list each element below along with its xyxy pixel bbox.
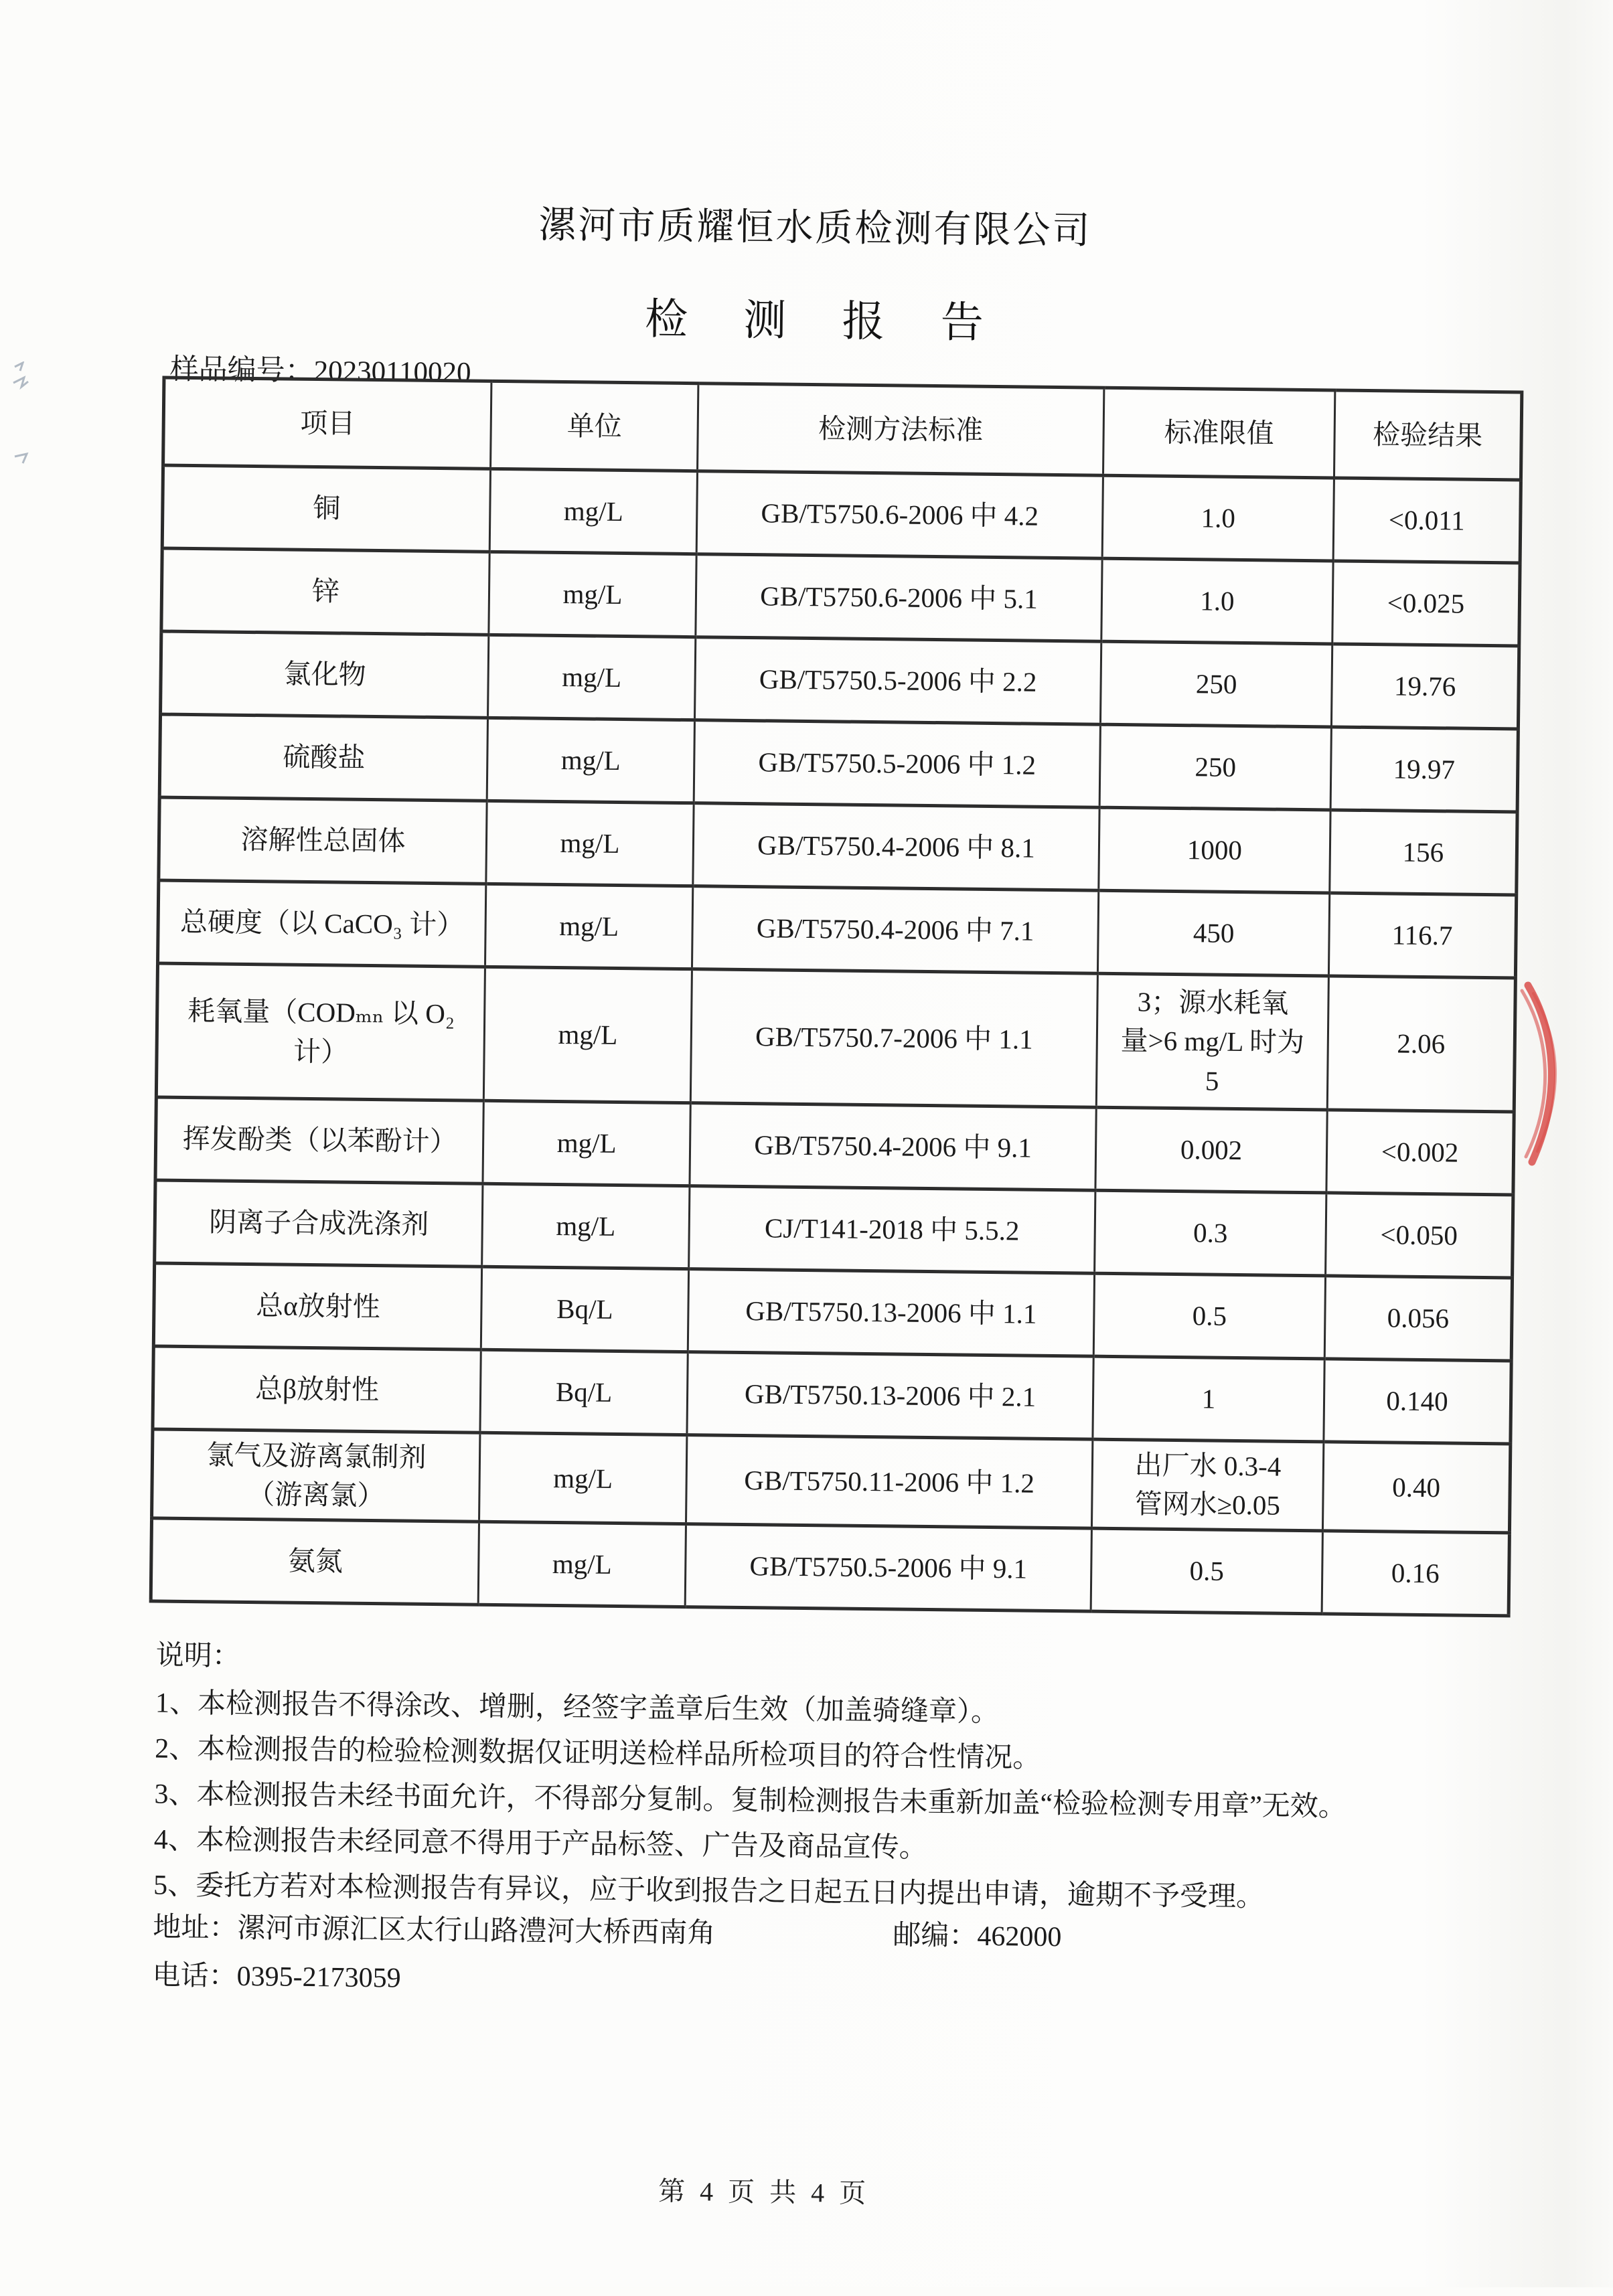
notes-heading: 说明： [155,1640,241,1672]
cell-result: <0.050 [1326,1193,1513,1278]
cell-limit: 1.0 [1101,558,1333,644]
cell-unit: Bq/L [481,1266,688,1351]
results-table [149,376,1524,1618]
cell-unit: mg/L [489,552,696,637]
cell-item: 总硬度（以 CaCO₃ 计） [158,880,486,967]
phone-text: 电话：0395-2173059 [152,1960,401,1994]
cell-unit: mg/L [478,1522,686,1607]
table-row [159,714,1518,812]
cell-method: GB/T5750.4-2006 中 7.1 [692,886,1098,974]
header-result: 检验结果 [1334,390,1521,480]
cell-unit: mg/L [479,1432,687,1524]
cell-unit: mg/L [485,884,692,969]
cell-method: GB/T5750.5-2006 中 9.1 [685,1524,1091,1612]
header-row [163,378,1522,480]
cell-unit: mg/L [483,1100,690,1185]
cell-method: GB/T5750.5-2006 中 2.2 [694,637,1101,725]
cell-limit: 450 [1097,890,1329,976]
header-method: 检测方法标准 [698,384,1104,476]
cell-limit: 3；源水耗氧 量>6 mg/L 时为 5 [1096,973,1328,1110]
note-line: 1、本检测报告不得涂改、增删，经签字盖章后生效（加盖骑缝章）。 [155,1688,1000,1728]
cell-method: GB/T5750.11-2006 中 1.2 [686,1435,1092,1529]
cell-limit: 250 [1099,724,1331,810]
cell-method: GB/T5750.13-2006 中 1.1 [688,1269,1094,1357]
cell-result: <0.025 [1332,561,1520,646]
cell-item: 耗氧量（CODₘₙ 以 O₂ 计） [156,963,485,1100]
cell-limit: 出厂水 0.3-4 管网水≥0.05 [1091,1439,1323,1531]
cell-unit: Bq/L [480,1349,688,1434]
cell-result: 2.06 [1327,976,1515,1112]
scan-artifact-marks [9,361,36,475]
cell-result: <0.011 [1333,478,1521,563]
cell-limit: 0.5 [1093,1273,1325,1359]
cell-item: 氨氮 [151,1518,479,1605]
cell-item: 氯气及游离氯制剂 （游离氯） [152,1429,480,1522]
cell-result: 0.140 [1324,1359,1511,1444]
note-line: 2、本检测报告的检验检测数据仅证明送检样品所检项目的符合性情况。 [155,1733,1041,1774]
table-row [156,963,1515,1112]
cell-unit: mg/L [482,1183,690,1268]
cell-method: GB/T5750.4-2006 中 8.1 [693,803,1099,891]
cell-item: 阴离子合成洗涤剂 [155,1180,483,1266]
postcode-text: 邮编：462000 [893,1920,1062,1953]
note-line: 5、委托方若对本检测报告有异议，应于收到报告之日起五日内提出申请，逾期不予受理。 [153,1870,1265,1913]
cell-limit: 0.3 [1095,1190,1326,1276]
table-row [162,465,1521,563]
cell-item: 挥发酚类（以苯酚计） [155,1097,483,1183]
page-number: 第 4 页 共 4 页 [658,2176,870,2209]
table-row [152,1429,1511,1533]
table-row [155,1097,1514,1195]
cell-item: 氯化物 [161,631,489,718]
cell-limit: 250 [1100,641,1332,727]
sample-number-value: 20230110020 [313,355,471,389]
company-name: 漯河市质耀恒水质检测有限公司 [538,204,1092,252]
table-row [161,548,1520,646]
results-table-header [163,378,1522,480]
cell-result: 0.40 [1322,1442,1510,1533]
red-seal-edge-mark [1508,979,1569,1171]
note-line: 4、本检测报告未经同意不得用于产品标签、广告及商品宣传。 [153,1824,928,1864]
cell-method: CJ/T141-2018 中 5.5.2 [689,1186,1095,1274]
cell-item: 溶解性总固体 [159,797,487,884]
cell-method: GB/T5750.6-2006 中 4.2 [696,471,1103,559]
cell-method: GB/T5750.5-2006 中 1.2 [694,720,1100,808]
cell-item: 总β放射性 [153,1346,481,1432]
cell-result: 19.76 [1331,644,1519,729]
address-text: 地址：漯河市源汇区太行山路澧河大桥西南角 [153,1912,716,1949]
cell-item: 硫酸盐 [159,714,487,801]
cell-item: 锌 [161,548,489,635]
note-line: 3、本检测报告未经书面允许，不得部分复制。复制检测报告未重新加盖“检验检测专用章”无效。 [154,1779,1347,1823]
table-row [159,797,1517,895]
header-limit: 标准限值 [1103,388,1334,478]
cell-unit: mg/L [489,469,697,554]
cell-limit: 1000 [1099,807,1330,893]
sample-number-label: 样品编号： [169,353,314,387]
cell-result: 19.97 [1330,727,1518,812]
header-item: 项目 [163,378,491,469]
cell-unit: mg/L [486,801,694,886]
table-row [153,1346,1511,1444]
cell-method: GB/T5750.13-2006 中 2.1 [687,1352,1093,1440]
cell-limit: 1.0 [1102,475,1334,561]
table-row [161,631,1519,729]
cell-result: 156 [1330,810,1517,895]
results-table-body [151,465,1521,1616]
cell-result: 116.7 [1328,893,1516,978]
cell-result: <0.002 [1326,1110,1514,1195]
table-row [155,1180,1513,1278]
cell-unit: mg/L [487,718,694,803]
table-row [158,880,1517,978]
cell-limit: 0.5 [1091,1528,1322,1614]
cell-unit: mg/L [488,635,696,720]
cell-item: 总α放射性 [153,1263,481,1349]
header-unit: 单位 [491,381,698,471]
cell-limit: 0.002 [1095,1107,1327,1193]
notes-section [153,1641,1529,1931]
notes-list [153,1688,1528,1915]
cell-method: GB/T5750.4-2006 中 9.1 [690,1103,1096,1191]
cell-result: 0.16 [1322,1531,1509,1616]
table-row [151,1518,1509,1616]
cell-item: 铜 [162,465,490,552]
cell-unit: mg/L [483,967,692,1102]
cell-method: GB/T5750.6-2006 中 5.1 [696,554,1102,642]
report-title: 检测报告 [644,295,1040,347]
cell-result: 0.056 [1324,1276,1512,1361]
table-row [153,1263,1512,1361]
cell-method: GB/T5750.7-2006 中 1.1 [690,969,1097,1108]
cell-limit: 1 [1093,1356,1324,1442]
